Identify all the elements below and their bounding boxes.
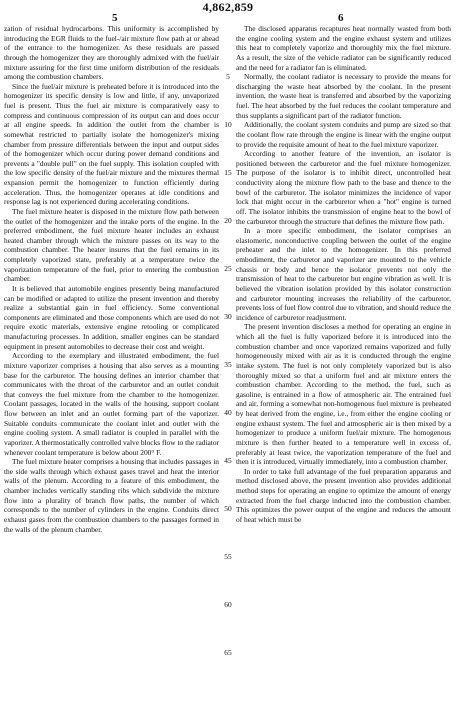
line-number: 50	[224, 504, 232, 513]
right-text-column	[236, 24, 451, 708]
right-column-number: 6	[338, 12, 344, 24]
paragraph: The present invention discloses a method for operating an engine in which all the fuel is fully vaporized before it is introduced into the combustion chamber and once vaporized remains vaporized and fully homogeneously mixed with air as it is conducted through the engine intake system. The fuel is not only completely vaporized but is also thoroughly mixed so that a uniform fuel and air mixture enters the combustion chamber. According to the method, the fuel, such as gasoline, is entrained in a flow of atmospheric air. The entrained fuel and air, forming a somewhat non-homogenous fuel mixture is preheated by heat derived from the engine, i.e., from either the engine cooling or engine exhaust system. The fuel and atmospheric air is then mixed by a homogenizer to produce a uniform fuel/air mixture. The homogenous mixture is then further heated to a temperature well in excess of, preferably at least twice, the vaporization temperature of the fuel and then it is introduced, virtually immediately, into a combustion chamber.	[236, 322, 451, 467]
patent-number: 4,862,859	[202, 0, 254, 14]
left-text-column	[4, 24, 219, 708]
paragraph: In a more specific embodiment, the isolator comprises an elastomeric, nonconductive coupling between the outlet of the engine preheater and the inlet to the homogenizer. In this preferred embodiment, the carburetor and vaporizer are mounted to the vehicle chassis or body and hence the isolator prevents not only the transmission of heat to the carburetor but engine vibration as well. It is believed the vibration isolation provided by this isolator construction and carburetor mounting increases the reliability of the carburetor, prevents loss of fuel flow control due to vibration, and should reduce the incidence of carburetor readjustment.	[236, 226, 451, 322]
line-number: 10	[224, 120, 232, 129]
paragraph: In order to take full advantage of the fuel preparation apparatus and method disclosed above, the present invention also provides additional method steps for operating an engine to optimize the amount of energy extracted from the fuel charge inducted into the combustion chamber. This optimizes the power output of the engine and reduces the amount of heat which must be	[236, 466, 451, 524]
line-number: 45	[224, 456, 232, 465]
line-number: 30	[224, 312, 232, 321]
paragraph: It is believed that automobile engines presently being manufactured can be modified or adapted to utilize the present invention and thereby realize a substantial gain in fuel efficiency. Some conventional components are eliminated and those components which are used do not require exotic materials, extensive engine retooling or complicated manufacturing processes. In addition, smaller engines can be standard equipment in present automobiles to decrease their cost and weight.	[4, 283, 219, 351]
left-column-number: 5	[112, 12, 118, 24]
line-number: 65	[224, 648, 232, 657]
line-number: 15	[224, 168, 232, 177]
paragraph: According to another feature of the invention, an isolator is positioned between the carburetor and the fuel mixture homogenizer. The purpose of the isolator is to inhibit direct, uncontrolled heat conductivity along the mixture flow path to the base and thence to the bowl of the carburetor. The isolator minimizes the incidence of vapor lock that might occur in the carburetor when a "hot" engine is turned off. The isolator inhibits the transmission of engine heat to the bowl of the carburetor through the structure that defines the mixture flow path.	[236, 149, 451, 226]
line-number: 60	[224, 600, 232, 609]
line-number: 55	[224, 552, 232, 561]
paragraph: Since the fuel/air mixture is preheated before it is introduced into the homogenizer its specific density is low and little, if any, unvaporized fuel is present. Thus the fuel air mixture is comparatively easy to compress and continuous compression of its output can and does occur at all engine speeds. In addition the outlet from the chamber is somewhat restricted to partially isolate the homogenizer's mixing chamber from pressure differentials between the input and output sides of the homogenizer which occur during power demand conditions and prevents a "double pull" on the fuel supply. This isolation coupled with the low specific density of the fuel/air mixture and the mixtures thermal expansion permit the homogenizer to function efficiently during acceleration. Thus, the homogenizer operates at idle conditions and response lag is not experienced during accelerating conditions.	[4, 81, 219, 207]
paragraph: The fuel mixture heater is disposed in the mixture flow path between the outlet of the homogenizer and the intake ports of the engine. In the preferred embodiment, the fuel mixture heater includes an exhaust heated chamber through which the mixture passes on its way to the combustion chamber. The heater insures that the fuel remains in its completely vaporized state, preferably at a temperature twice the vaporization temperature of the fuel, prior to entering the combustion chamber.	[4, 206, 219, 284]
line-number: 20	[224, 216, 232, 225]
paragraph: zation of residual hydrocarbons. This uniformity is accomplished by introducing the EGR fluids to the fuel-/air mixture flow path at or ahead of the entrance to the homogenizer. As these residuals are passed through the homogenizer they are thoroughly admixed with the fuel/air mixture assuring for the first time uniform distribution of the residuals among the combustion chambers.	[4, 24, 219, 82]
paragraph: Normally, the coolant radiator is necessary to provide the means for discharging the waste heat absorbed by the coolant. In the present invention, the waste heat is transferred and absorbed by the vaporizing fuel. The heat absorbed by the fuel reduces the coolant temperature and thus supplants a significant part of the radiator function.	[236, 72, 451, 120]
paragraph: The fuel mixture heater comprises a housing that includes passages in the side walls through which exhaust gases travel and heat the interior walls of the plenum. According to a feature of this embodiment, the chamber includes vertically standing ribs which subdivide the mixture flow into a plurality of branch flow paths, the number of which corresponds to the number of cylinders in the engine. Conduits direct exhaust gases from the combustion chambers to the passages formed in the walls of the plenum chamber.	[4, 457, 219, 534]
paragraph: The disclosed apparatus recaptures heat normally wasted from both the engine cooling system and the engine exhaust system and utilizes this heat to completely vaporize and thoroughly mix the fuel mixture. As a result, the size of the vehicle radiator can be significantly reduced and the need for a radiator fan is eliminated.	[236, 24, 451, 72]
line-number: 25	[224, 264, 232, 273]
line-number-gutter	[220, 24, 236, 708]
paragraph: Additionally, the coolant system conduits and pump are sized so that the coolant flow rate through the engine is linear with the engine output to provide the requisite amount of heat to the fuel mixture vaporizer.	[236, 120, 451, 149]
line-number: 40	[224, 408, 232, 417]
line-number: 5	[226, 72, 230, 81]
line-number: 35	[224, 360, 232, 369]
paragraph: According to the exemplary and illustrated embodiment, the fuel mixture vaporizer comprises a housing that also serves as a mounting base for the carburetor. The housing defines an interior chamber that communicates with the throat of the carburetor and an outlet conduit that conveys the fuel mixture from the chamber to the homogenizer. Coolant passages, located in the walls of the housing, support coolant flow between an inlet and an outlet forming part of the vaporizer. Suitable conduits communicate the coolant inlet and outlet with the engine cooling system. A small radiator is coupled in parallel with the vaporizer. A thermostatically controlled valve blocks flow to the radiator whenever coolant temperature is below about 200° F.	[4, 351, 219, 457]
